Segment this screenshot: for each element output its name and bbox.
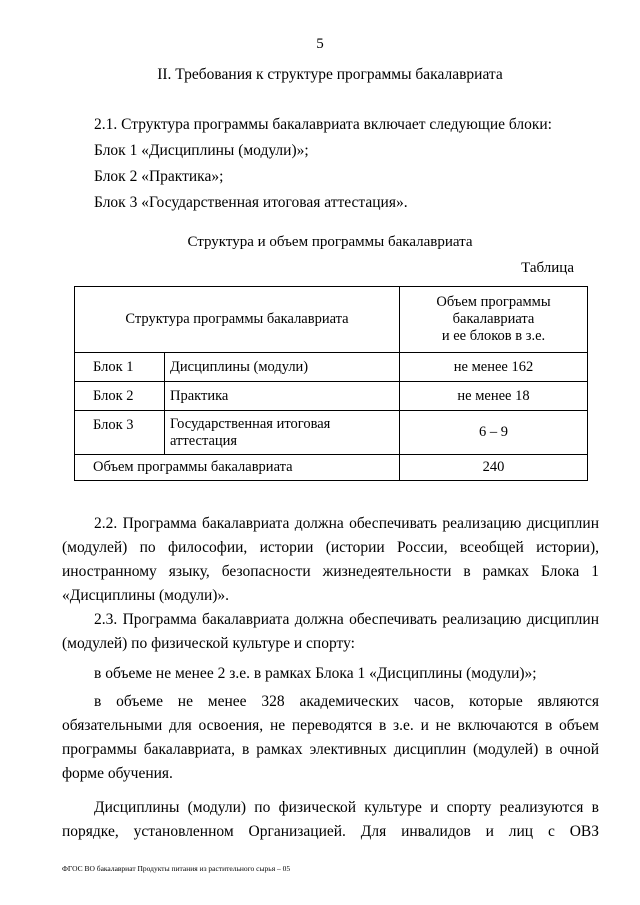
header-structure: Структура программы бакалавриата xyxy=(75,287,400,353)
block-name: Государственная итоговая аттестация xyxy=(165,411,400,455)
block-name: Дисциплины (модули) xyxy=(165,353,400,382)
header-volume-line-2: бакалавриата xyxy=(452,311,535,327)
paragraph-2-3-b-text: в объеме не менее 328 академических часов, которые являются обязательными для освоения, не переводятся в з.е. и не включаются в объем программы бакалавриата, в рамках элективных дисциплин (модулей) в очной форме обучения. xyxy=(62,693,599,782)
table-row xyxy=(75,411,588,455)
table-row xyxy=(75,353,588,382)
paragraph-2-3-text: 2.3. Программа бакалавриата должна обеспечивать реализацию дисциплин (модулей) по физической культуре и спорту: xyxy=(62,611,599,652)
block-name: Практика xyxy=(165,382,400,411)
paragraph-2-4-text: Дисциплины (модули) по физической культуре и спорту реализуются в порядке, установленном Организацией. Для инвалидов и лиц с ОВЗ xyxy=(62,799,599,840)
table-label: Таблица xyxy=(521,260,574,276)
table-header-row xyxy=(75,287,588,353)
paragraph-2-1: 2.1. Структура программы бакалавриата включает следующие блоки: xyxy=(94,116,552,133)
header-volume xyxy=(400,287,588,353)
total-value: 240 xyxy=(400,455,588,481)
block-line-2: Блок 2 «Практика»; xyxy=(94,168,224,185)
paragraph-2-2 xyxy=(62,512,599,608)
block-volume: не менее 18 xyxy=(400,382,588,411)
paragraph-2-3-b xyxy=(62,690,599,786)
block-volume: не менее 162 xyxy=(400,353,588,382)
block-number: Блок 3 xyxy=(75,411,165,455)
header-volume-line-1: Объем программы xyxy=(436,294,551,310)
table-row xyxy=(75,382,588,411)
page-number: 5 xyxy=(316,36,324,52)
paragraph-2-3-a-text: в объеме не менее 2 з.е. в рамках Блока 1 «Дисциплины (модули)»; xyxy=(94,665,537,682)
header-volume-line-3: и ее блоков в з.е. xyxy=(441,328,546,344)
table-total-row xyxy=(75,455,588,481)
paragraph-2-3-a xyxy=(62,662,599,686)
block-number: Блок 1 xyxy=(75,353,165,382)
section-title: II. Требования к структуре программы бакалавриата xyxy=(157,66,503,83)
table-caption: Структура и объем программы бакалавриата xyxy=(187,234,473,250)
total-label: Объем программы бакалавриата xyxy=(75,455,400,481)
block-volume: 6 – 9 xyxy=(400,411,588,455)
paragraph-2-2-text: 2.2. Программа бакалавриата должна обеспечивать реализацию дисциплин (модулей) по философии, истории (истории России, всеобщей истории), иностранному языку, безопасности жизнедеятельности в рамках Блока 1 «Дисциплины (модули)». xyxy=(62,515,599,604)
block-line-3: Блок 3 «Государственная итоговая аттестация». xyxy=(94,194,408,211)
paragraph-2-3 xyxy=(62,608,599,656)
structure-table xyxy=(74,286,588,481)
paragraph-2-4 xyxy=(62,796,599,844)
block-line-1: Блок 1 «Дисциплины (модули)»; xyxy=(94,142,309,159)
page-footer: ФГОС ВО бакалавриат Продукты питания из растительного сырья – 05 xyxy=(62,864,291,873)
block-number: Блок 2 xyxy=(75,382,165,411)
